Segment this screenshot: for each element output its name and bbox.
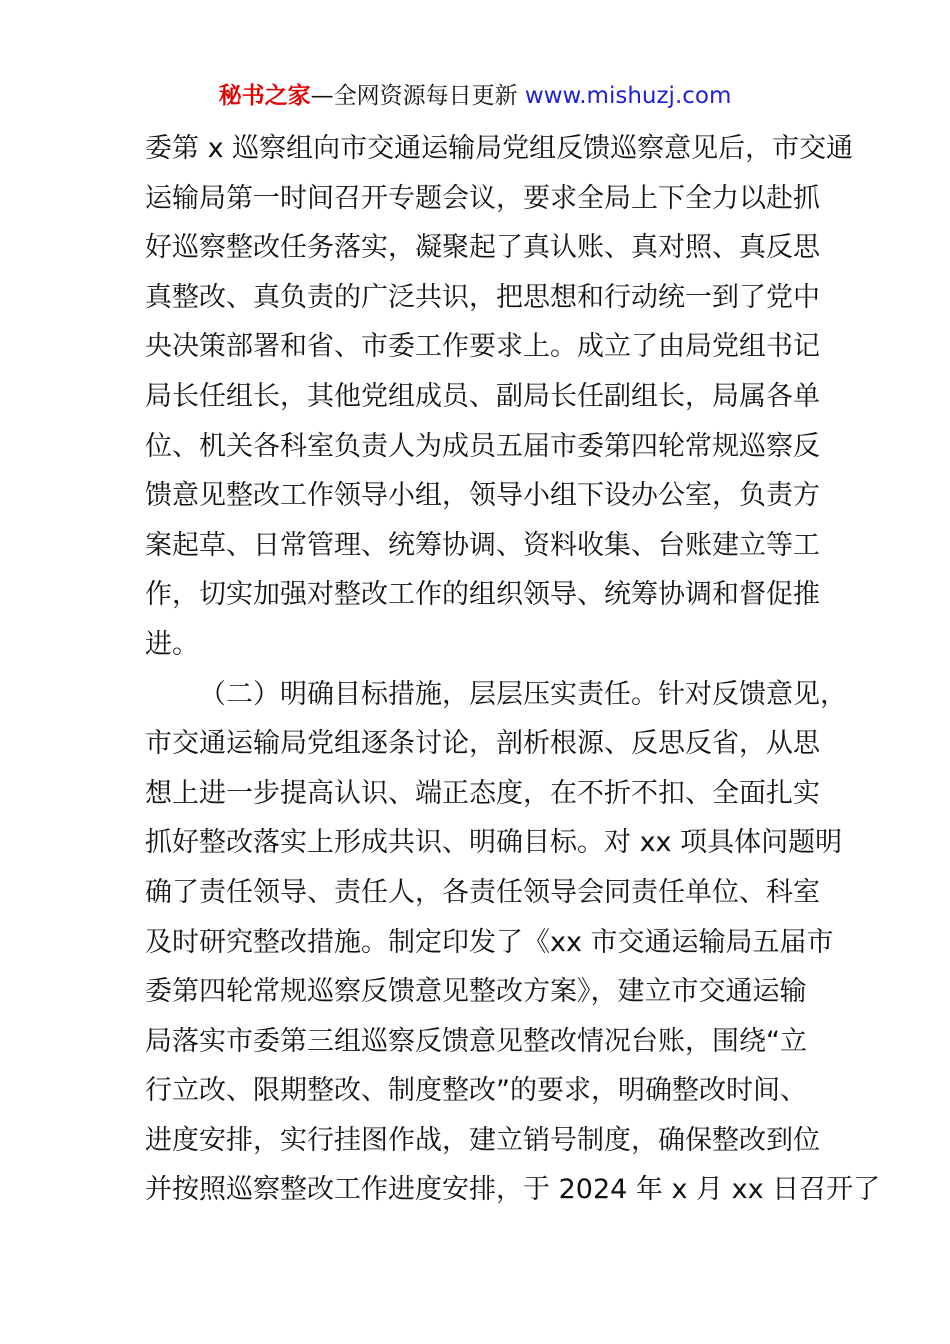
site-url-link[interactable]: www.mishuzj.com — [524, 83, 732, 109]
text-line: 央决策部署和省、市委工作要求上。成立了由局党组书记 — [145, 331, 820, 363]
text-line: 作，切实加强对整改工作的组织领导、统筹协调和督促推 — [145, 579, 820, 611]
text-line: 行立改、限期整改、制度整改”的要求，明确整改时间、 — [145, 1075, 807, 1107]
text-line: 确了责任领导、责任人，各责任领导会同责任单位、科室 — [145, 876, 820, 908]
text-line: 委第 x 巡察组向市交通运输局党组反馈巡察意见后，市交通 — [145, 133, 854, 164]
text-line: 进。 — [145, 628, 199, 660]
brand-name: 秘书之家 — [218, 83, 311, 109]
text-line: 位、机关各科室负责人为成员五届市委第四轮常规巡察反 — [145, 430, 820, 462]
text-line: 并按照巡察整改工作进度安排，于 2024 年 x 月 xx 日召开了 — [145, 1174, 881, 1206]
text-line: 想上进一步提高认识、端正态度，在不折不扣、全面扎实 — [145, 777, 820, 809]
text-line: 真整改、真负责的广泛共识，把思想和行动统一到了党中 — [145, 281, 820, 313]
text-line: 及时研究整改措施。制定印发了《xx 市交通运输局五届市 — [145, 926, 834, 958]
text-line: 好巡察整改任务落实，凝聚起了真认账、真对照、真反思 — [145, 232, 820, 264]
text-line: 局落实市委第三组巡察反馈意见整改情况台账，围绕“立 — [145, 1025, 807, 1057]
document-body — [145, 124, 881, 1215]
text-line: 市交通运输局党组逐条讨论，剖析根源、反思反省，从思 — [145, 728, 820, 760]
text-line: 案起草、日常管理、统筹协调、资料收集、台账建立等工 — [145, 529, 820, 561]
text-line: 局长任组长，其他党组成员、副局长任副组长，局属各单 — [145, 380, 820, 412]
text-line: 馈意见整改工作领导小组，领导小组下设办公室，负责方 — [145, 480, 820, 512]
text-line: 运输局第一时间召开专题会议，要求全局上下全力以赴抓 — [145, 182, 820, 214]
section-heading-line: （二）明确目标措施，层层压实责任。针对反馈意见， — [199, 678, 847, 710]
site-header — [0, 80, 950, 112]
text-line: 委第四轮常规巡察反馈意见整改方案》，建立市交通运输 — [145, 976, 807, 1008]
header-tagline: —全网资源每日更新 — [310, 83, 525, 109]
text-line: 抓好整改落实上形成共识、明确目标。对 xx 项具体问题明 — [145, 827, 843, 859]
text-line: 进度安排，实行挂图作战，建立销号制度，确保整改到位 — [145, 1124, 820, 1156]
